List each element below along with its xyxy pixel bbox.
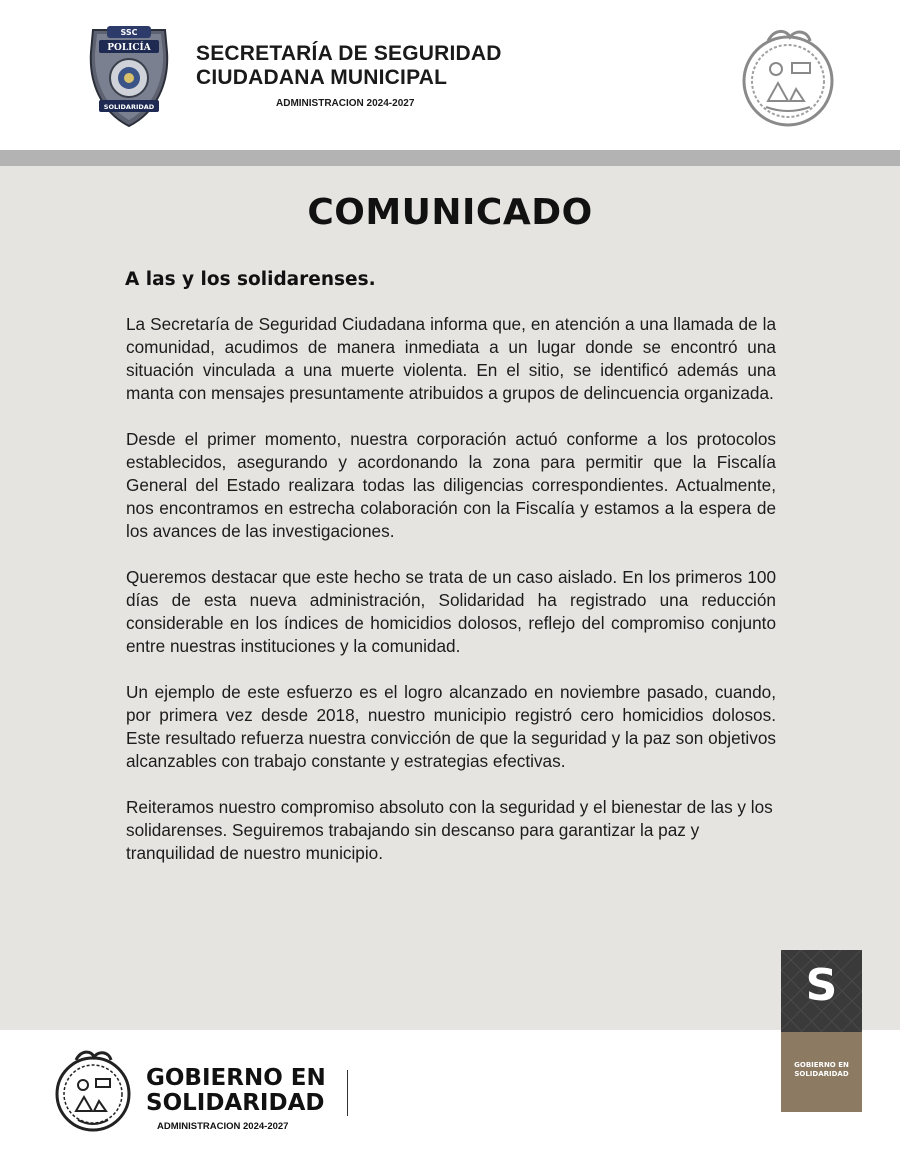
document-greeting: A las y los solidarenses. (125, 269, 376, 290)
header-title (196, 42, 502, 90)
body-paragraph: Un ejemplo de este esfuerzo es el logro alcanzado en noviembre pasado, cuando, por primera vez desde 2018, nuestro municipio registró cero homicidios dolosos. Este resultado refuerza nuestra convicción de que la seguridad y la paz son objetivos alcanzables con trabajo constante y estrategias efectivas. (126, 682, 776, 771)
solidaridad-brand-tile (781, 950, 862, 1112)
footer-band (0, 1030, 900, 1165)
brand-letter-block (781, 950, 862, 1032)
footer-administration: ADMINISTRACION 2024-2027 (157, 1121, 289, 1132)
badge-ssc-text: SSC (120, 28, 138, 37)
footer-gov-line2: SOLIDARIDAD (146, 1090, 325, 1116)
badge-policia-text: POLICÍA (107, 43, 151, 53)
document-title: COMUNICADO (307, 192, 593, 233)
badge-solidaridad-text: SOLIDARIDAD (103, 103, 155, 111)
police-badge-icon (85, 22, 173, 130)
body-paragraph: La Secretaría de Seguridad Ciudadana informa que, en atención a una llamada de la comunidad, acudimos de manera inmediata a un lugar donde se encontró una situación vinculada a una muerte violenta. En el sitio, se identificó además una manta con mensajes presuntamente atribuidos a grupos de delincuencia organizada. (126, 314, 776, 403)
header-divider-strip (0, 150, 900, 166)
footer-gov-name (146, 1066, 326, 1116)
brand-tile-line1: GOBIERNO EN (794, 1061, 849, 1069)
header-administration: ADMINISTRACION 2024-2027 (276, 98, 415, 109)
brand-tile-line2: SOLIDARIDAD (794, 1070, 849, 1078)
body-paragraph: Desde el primer momento, nuestra corporación actuó conforme a los protocolos establecidos, asegurando y acordonando la zona para permitir que la Fiscalía General del Estado realizara todas las diligencias correspondientes. Actualmente, nos encontramos en estrecha colaboración con la Fiscalía y estamos a la espera de los avances de las investigaciones. (126, 429, 776, 541)
document-body (126, 313, 776, 888)
municipal-seal-icon (738, 27, 838, 131)
body-paragraph: Queremos destacar que este hecho se trata de un caso aislado. En los primeros 100 días de esta nueva administración, Solidaridad ha registrado una reducción considerable en los índices de homicidios dolosos, reflejo del compromiso conjunto entre nuestras instituciones y la comunidad. (126, 567, 776, 656)
footer-gov-line1: GOBIERNO EN (146, 1065, 326, 1091)
brand-letter: S (805, 960, 838, 1011)
brand-tile-text (781, 1061, 862, 1079)
header-title-line1: SECRETARÍA DE SEGURIDAD (196, 42, 502, 65)
municipal-seal-icon (52, 1048, 134, 1136)
body-paragraph: Reiteramos nuestro compromiso absoluto con la seguridad y el bienestar de las y los solidarenses. Seguiremos trabajando sin descanso para garantizar la paz y tranquilidad de nuestro municipio. (126, 797, 773, 863)
header-title-line2: CIUDADANA MUNICIPAL (196, 66, 448, 89)
footer-divider (347, 1070, 348, 1116)
